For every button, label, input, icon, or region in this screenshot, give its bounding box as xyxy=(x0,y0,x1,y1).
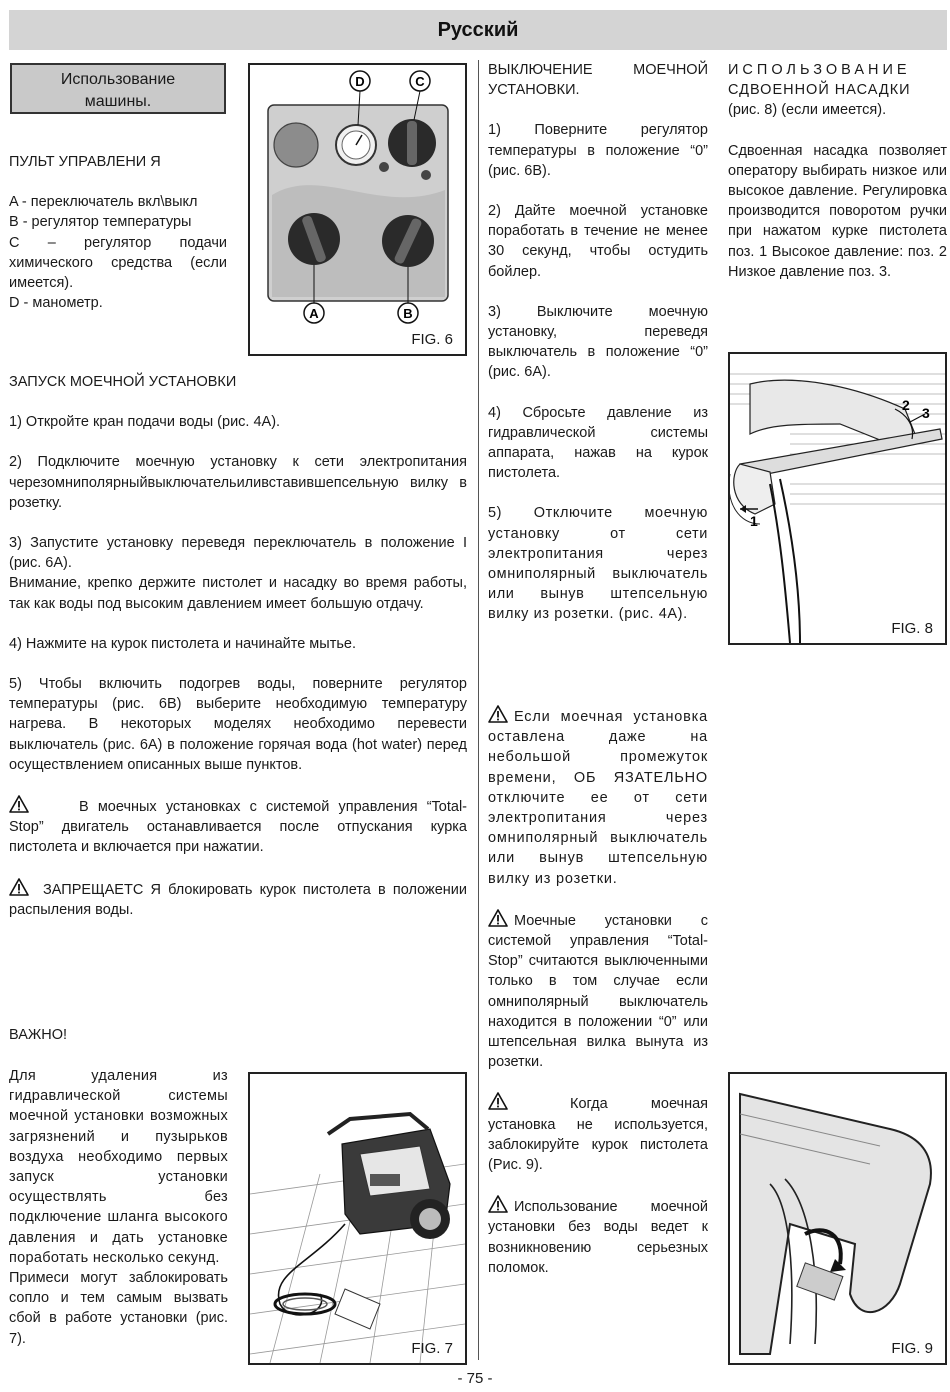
shutdown-warning-3: Когда моечная установка не используется, заблокируйте курок пистолета (Рис. 9). xyxy=(488,1092,708,1175)
shutdown-step-2: 2) Дайте моечной установке поработать в течение не менее 30 секунд, чтобы остудить бойлер. xyxy=(488,203,708,280)
label-a xyxy=(304,303,324,323)
important-text-1: Для удаления из гидравлической системы моечной установки возможных загрязнений и пузырьков воздуха необходимо первых запуск установки осуществлять без подключение шланга высокого давления и дать установке поработать несколько секунд. xyxy=(9,1068,228,1266)
shutdown-title: ВЫКЛЮЧЕНИЕ МОЕЧНОЙ УСТАНОВКИ. xyxy=(488,62,708,99)
important-title: ВАЖНО! xyxy=(9,1027,68,1043)
figure-8-nozzle xyxy=(728,352,947,645)
column-divider xyxy=(478,60,479,1360)
startup-warning-1: В моечных установках с системой управления “Total-Stop” двигатель останавливается после отпускания курка пистолета и включается при нажатии. xyxy=(9,795,467,858)
double-nozzle-section xyxy=(728,60,947,282)
figure-9-label: FIG. 9 xyxy=(891,1340,933,1357)
double-nozzle-title-3: (рис. 8) (если имеется). xyxy=(728,102,887,119)
double-nozzle-title-2: СДВОЕННОЙ НАСАДКИ xyxy=(728,82,911,99)
figure-7-label: FIG. 7 xyxy=(411,1340,453,1357)
startup-section xyxy=(9,372,467,920)
section-title-line2: машины. xyxy=(84,93,152,110)
figure-8-label: FIG. 8 xyxy=(891,620,933,637)
shutdown-warning-1: Если моечная установка оставлена даже на небольшой промежуток времени, ОБ ЯЗАТЕЛЬНО отключите ее от сети электропитания через омниполярный выключатель или вынув штепсельную вилку из розетки. xyxy=(488,705,708,889)
control-panel-item-c: C – регулятор подачи химического средства (если имеется). xyxy=(9,234,227,292)
warning-icon xyxy=(488,1195,508,1213)
startup-step-1: 1) Откройте кран подачи воды (рис. 4A). xyxy=(9,414,281,431)
section-title-line1: Использование xyxy=(60,71,176,88)
callout-3: 3 xyxy=(922,405,930,421)
warning-icon xyxy=(9,795,29,813)
double-nozzle-illustration xyxy=(730,354,945,643)
double-nozzle-text: Сдвоенная насадка позволяет оператору выбирать низкое или высокое давление. Регулировка производится поворотом ручки при нажатом курке пистолета поз. 1 Высокое давление: поз. 2 Низкое давление поз. 3. xyxy=(728,142,947,280)
startup-step-3-note: Внимание, крепко держите пистолет и насадку во время работы, так как воды под высоким давлением имеет большую отдачу. xyxy=(9,575,467,612)
figure-9-gun-lock xyxy=(728,1072,947,1365)
double-nozzle-title-1: ИСПОЛЬЗОВАНИЕ xyxy=(728,62,911,78)
control-panel-item-b: B - регулятор температуры xyxy=(9,214,192,231)
page-number: - 75 - xyxy=(457,1370,493,1387)
label-b xyxy=(398,303,418,323)
section-title-box xyxy=(10,63,226,114)
control-panel-item-a: A - переключатель вкл\выкл xyxy=(9,194,198,211)
figure-6-label: FIG. 6 xyxy=(411,331,453,348)
control-panel-illustration xyxy=(250,65,465,354)
gun-lock-illustration xyxy=(730,1074,945,1363)
svg-text:C: C xyxy=(415,74,425,89)
callout-2: 2 xyxy=(902,397,910,413)
shutdown-warning-4: Использование моечной установки без воды ведет к возникновению серьезных поломок. xyxy=(488,1195,708,1278)
shutdown-section xyxy=(488,60,708,625)
startup-warning-2: ЗАПРЕЩАЕТС Я блокировать курок пистолета в положении распыления воды. xyxy=(9,878,467,920)
startup-step-3: 3) Запустите установку переведя переключатель в положение I (рис. 6A). xyxy=(9,535,467,572)
shutdown-step-3: 3) Выключите моечную установку, переведя выключатель в положение “0” (рис. 6A). xyxy=(488,303,708,381)
warning-icon xyxy=(488,705,508,723)
warning-icon xyxy=(488,1092,508,1110)
important-text-2: Примеси могут заблокировать сопло и тем самым вызвать сбой в работе установки (рис. 7). xyxy=(9,1270,228,1347)
shutdown-step-4: 4) Сбросьте давление из гидравлической системы аппарата, нажав на курок пистолета. xyxy=(488,404,708,482)
svg-text:A: A xyxy=(309,306,319,321)
shutdown-warning-2: Моечные установки с системой управления “Total-Stop” считаются выключенными только в том случае если омниполярный выключатель находится в положении “0” или штепсельная вилка вынута из розетки. xyxy=(488,909,708,1073)
shutdown-warnings xyxy=(488,705,708,1278)
startup-step-5: 5) Чтобы включить подогрев воды, поверните регулятор температуры (рис. 6B) выберите необходимую температуру нагрева. В некоторых моделях необходимо перевести выключатель (рис. 6A) в положение горячая вода (hot water) перед осуществлением описанных выше пунктов. xyxy=(9,676,467,773)
figure-7-washer xyxy=(248,1072,467,1365)
control-panel-item-d: D - манометр. xyxy=(9,295,103,312)
control-panel-title: ПУЛЬТ УПРАВЛЕНИ Я xyxy=(9,154,161,170)
svg-text:B: B xyxy=(403,306,413,321)
warning-icon xyxy=(9,878,29,896)
warning-icon xyxy=(488,909,508,927)
washer-illustration xyxy=(250,1074,465,1363)
svg-text:D: D xyxy=(355,74,365,89)
label-d xyxy=(350,71,370,91)
startup-title: ЗАПУСК МОЕЧНОЙ УСТАНОВКИ xyxy=(9,374,237,390)
startup-step-4: 4) Нажмите на курок пистолета и начинайте мытье. xyxy=(9,635,356,652)
shutdown-step-5: 5) Отключите моечную установку от сети электропитания через омниполярный выключатель или вынув штепсельную вилку из розетки. (рис. 4A). xyxy=(488,505,708,623)
page-header: Русский xyxy=(9,10,947,50)
callout-1: 1 xyxy=(750,513,758,529)
control-panel-section xyxy=(9,152,227,313)
figure-6-control-panel xyxy=(248,63,467,356)
label-c xyxy=(410,71,430,91)
shutdown-step-1: 1) Поверните регулятор температуры в положение “0” (рис. 6B). xyxy=(488,122,708,179)
important-section xyxy=(9,1066,228,1349)
startup-step-2: 2) Подключите моечную установку к сети электропитания черезомниполярныйвыключательиливставившепсельную вилку в розетку. xyxy=(9,454,467,511)
